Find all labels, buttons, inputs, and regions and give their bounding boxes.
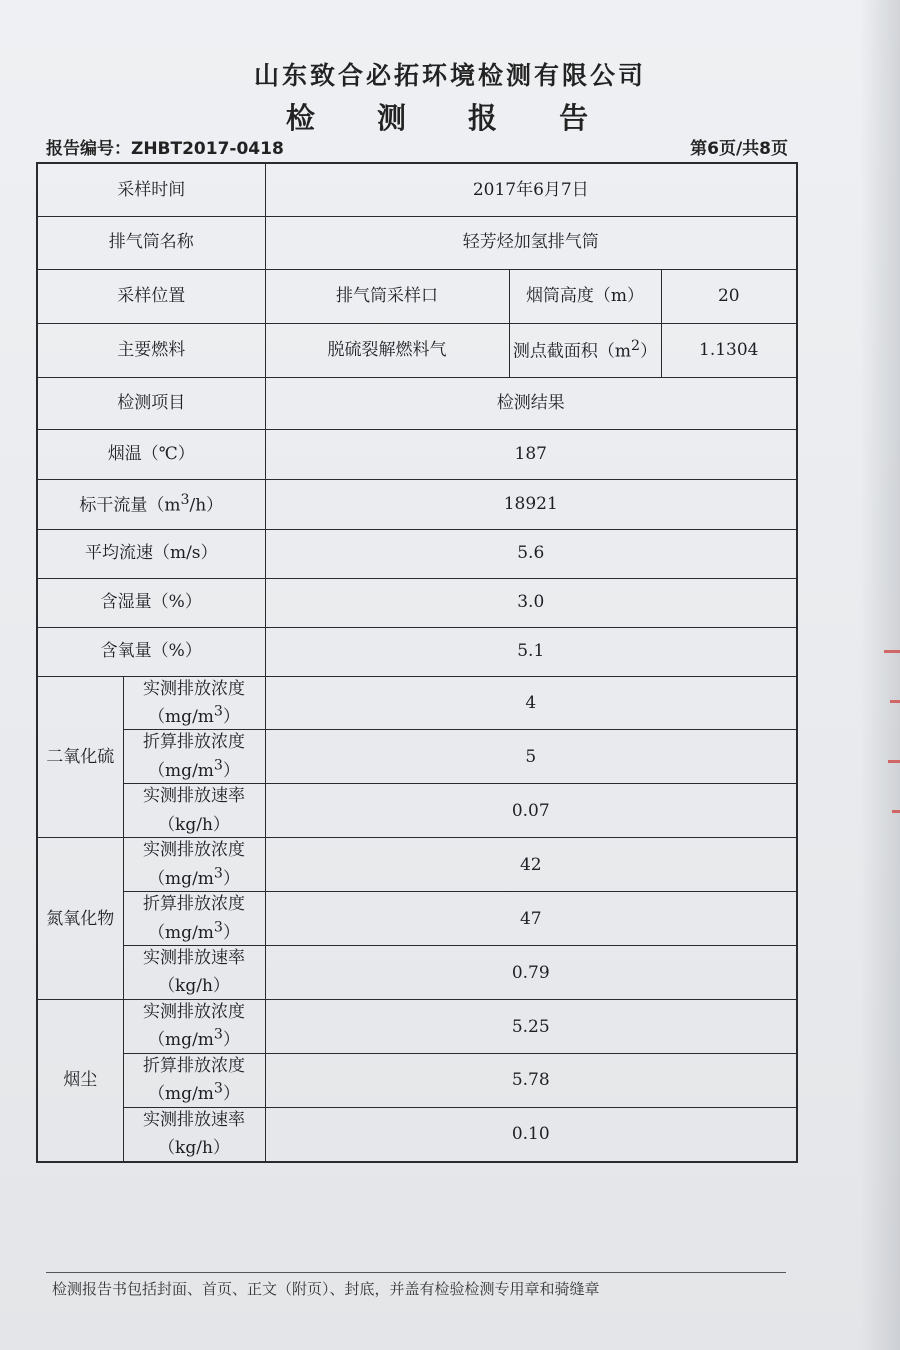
dry-flow-label-prefix: 标干流量（m: [79, 495, 181, 516]
unit-sup: 3: [213, 1026, 223, 1043]
dry-flow-value: 18921: [265, 479, 797, 529]
table-row: [37, 429, 797, 479]
unit-suffix: ）: [222, 1084, 240, 1105]
unit-suffix: ）: [222, 1030, 240, 1051]
metric-label: [123, 676, 265, 730]
metric-value: 5.25: [265, 1000, 797, 1054]
metric-unit: [148, 918, 240, 943]
table-row: [37, 1054, 797, 1108]
unit-suffix: ）: [222, 760, 240, 781]
footer-note: 检测报告书包括封面、首页、正文（附页）、封底，并盖有检验检测专用章和骑缝章: [52, 1280, 600, 1298]
metric-name: 折算排放浓度: [143, 894, 245, 915]
table-row: [37, 269, 797, 323]
seal-edge-mark: [888, 760, 900, 763]
result-header: 检测结果: [265, 377, 797, 429]
unit-prefix: （kg/h）: [158, 976, 230, 997]
metric-value: 47: [265, 892, 797, 946]
moisture-label: 含湿量（%）: [37, 578, 265, 627]
table-row: [37, 1108, 797, 1162]
metric-name: 折算排放浓度: [143, 1056, 245, 1077]
oxygen-label: 含氧量（%）: [37, 627, 265, 676]
section-area-label: [509, 323, 661, 377]
unit-prefix: （mg/m: [148, 1030, 214, 1051]
unit-prefix: （mg/m: [148, 760, 214, 781]
metric-unit: [158, 976, 230, 996]
metric-value: 0.10: [265, 1108, 797, 1162]
pollutant-so2-label: 二氧化硫: [37, 676, 123, 838]
metric-name: 实测排放浓度: [143, 840, 245, 861]
report-title: 检 测 报 告: [285, 101, 615, 135]
unit-sup: 3: [213, 703, 223, 720]
table-row: [37, 1000, 797, 1054]
metric-name: 实测排放速率: [143, 1110, 245, 1130]
seal-edge-mark: [890, 700, 900, 703]
sampling-time-value: 2017年6月7日: [265, 163, 797, 216]
unit-sup: 3: [213, 757, 223, 774]
metric-name: 实测排放速率: [143, 786, 245, 807]
metric-label: [123, 1000, 265, 1054]
sampling-position-label: 采样位置: [37, 269, 265, 323]
metric-value: 0.79: [265, 946, 797, 1000]
metric-unit: [148, 864, 240, 889]
metric-name: 实测排放速率: [143, 948, 245, 969]
metric-value: 5: [265, 730, 797, 784]
unit-prefix: （mg/m: [148, 706, 214, 727]
metric-name: 折算排放浓度: [143, 732, 245, 753]
dry-flow-label: [37, 479, 265, 529]
stack-height-label: 烟筒高度（m）: [509, 269, 661, 323]
stack-name-label: 排气筒名称: [37, 216, 265, 269]
unit-suffix: ）: [222, 922, 240, 943]
metric-label: [123, 1054, 265, 1108]
unit-prefix: （mg/m: [148, 868, 214, 889]
seal-edge-mark: [884, 650, 900, 653]
dry-flow-label-suffix: /h）: [189, 495, 224, 516]
metric-unit: [148, 1080, 240, 1105]
main-fuel-label: 主要燃料: [37, 323, 265, 377]
table-row: [37, 323, 797, 377]
metric-label: [123, 784, 265, 838]
moisture-value: 3.0: [265, 578, 797, 627]
footer-divider: [46, 1272, 786, 1273]
metric-label: [123, 838, 265, 892]
table-row: [37, 578, 797, 627]
table-row: [37, 216, 797, 269]
metric-unit: [148, 1026, 240, 1051]
table-row: [37, 838, 797, 892]
metric-label: [123, 1108, 265, 1162]
pollutant-nox-label: 氮氧化物: [37, 838, 123, 1000]
dry-flow-label-sup: 3: [180, 492, 190, 509]
stack-name-value: 轻芳烃加氢排气筒: [265, 216, 797, 269]
metric-unit: [148, 703, 240, 727]
metric-value: 42: [265, 838, 797, 892]
table-row: [37, 627, 797, 676]
page-edge-shadow: [860, 0, 900, 1350]
metric-unit: [148, 757, 240, 781]
metric-unit: [158, 1138, 230, 1158]
unit-sup: 3: [213, 864, 223, 881]
sampling-time-label: 采样时间: [37, 163, 265, 216]
metric-value: 0.07: [265, 784, 797, 838]
metric-name: 实测排放浓度: [143, 1002, 245, 1023]
section-area-label-suffix: ）: [640, 341, 658, 362]
flue-temp-label: 烟温（℃）: [37, 429, 265, 479]
flue-temp-value: 187: [265, 429, 797, 479]
unit-suffix: ）: [222, 706, 240, 727]
item-header: 检测项目: [37, 377, 265, 429]
oxygen-value: 5.1: [265, 627, 797, 676]
avg-velocity-value: 5.6: [265, 529, 797, 578]
unit-sup: 3: [213, 1080, 223, 1097]
section-area-label-prefix: 测点截面积（m: [512, 341, 632, 362]
metric-value: 4: [265, 676, 797, 730]
metric-value: 5.78: [265, 1054, 797, 1108]
unit-prefix: （mg/m: [148, 1084, 214, 1105]
table-row: [37, 479, 797, 529]
metric-unit: [158, 815, 230, 835]
table-row: [37, 784, 797, 838]
table-row: [37, 946, 797, 1000]
company-name: 山东致合必拓环境检测有限公司: [253, 61, 646, 90]
unit-suffix: ）: [222, 868, 240, 889]
pollutant-dust-label: 烟尘: [37, 1000, 123, 1162]
unit-prefix: （mg/m: [148, 922, 214, 943]
seal-edge-mark: [892, 810, 900, 813]
metric-label: [123, 892, 265, 946]
unit-sup: 3: [213, 918, 223, 935]
sampling-position-value: 排气筒采样口: [265, 269, 509, 323]
table-row: [37, 892, 797, 946]
table-row: [37, 730, 797, 784]
unit-prefix: （kg/h）: [158, 814, 230, 835]
metric-label: [123, 946, 265, 1000]
table-row: [37, 163, 797, 216]
table-row: [37, 377, 797, 429]
metric-name: 实测排放浓度: [143, 678, 245, 699]
metric-label: [123, 730, 265, 784]
stack-height-value: 20: [661, 269, 797, 323]
detection-table: [36, 162, 798, 1163]
avg-velocity-label: 平均流速（m/s）: [37, 529, 265, 578]
main-fuel-value: 脱硫裂解燃料气: [265, 323, 509, 377]
unit-prefix: （kg/h）: [158, 1138, 230, 1159]
section-area-value: 1.1304: [661, 323, 797, 377]
table-row: [37, 676, 797, 730]
page-number: 第6页/共8页: [690, 139, 788, 159]
section-area-label-sup: 2: [631, 338, 641, 355]
report-number: 报告编号：ZHBT2017-0418: [46, 139, 284, 159]
table-row: [37, 529, 797, 578]
